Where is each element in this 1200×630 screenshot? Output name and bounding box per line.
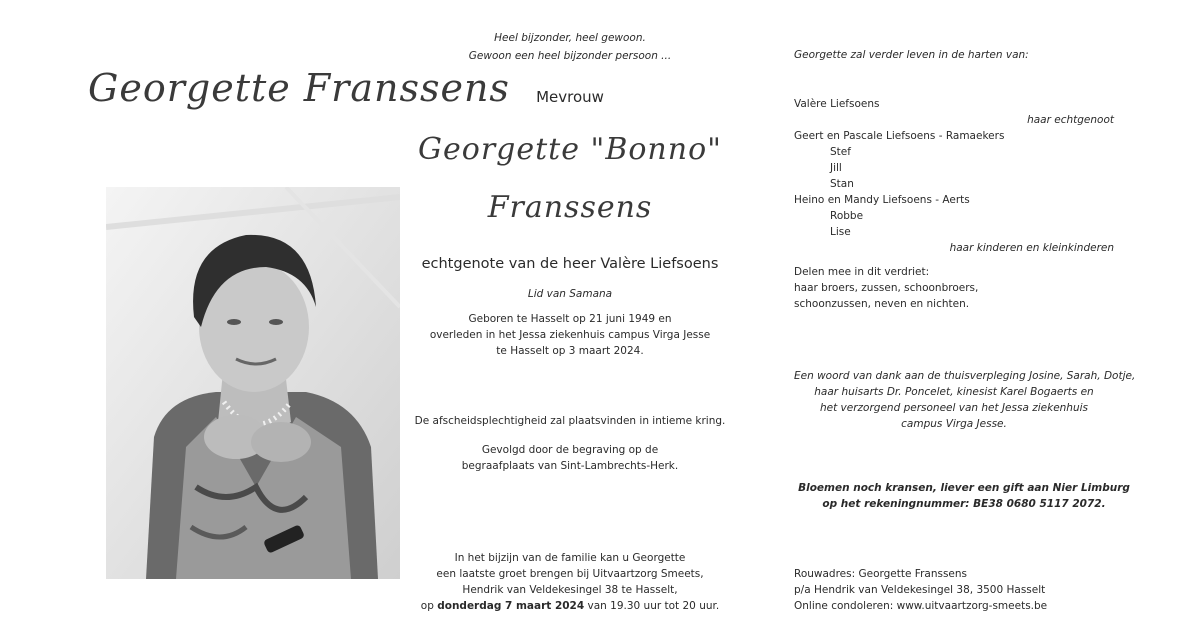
online-condolences: Online condoleren: www.uitvaartzorg-smeets.be	[794, 600, 1048, 612]
visitation-line-2: een laatste groet brengen bij Uitvaartzorg Smeets,	[436, 568, 704, 580]
share-line-1: Delen mee in dit verdriet:	[794, 266, 930, 278]
birth-death-line-1: Geboren te Hasselt op 21 juni 1949 en	[468, 313, 672, 325]
spouse-name: Valère Liefsoens	[794, 98, 880, 110]
grandchild-stef: Stef	[830, 146, 851, 158]
spouse-line: echtgenote van de heer Valère Liefsoens	[421, 256, 719, 272]
grandchild-lise: Lise	[830, 226, 851, 238]
membership: Lid van Samana	[527, 288, 613, 300]
spouse-role: haar echtgenoot	[1027, 114, 1114, 126]
motto-line-2: Gewoon een heel bijzonder persoon ...	[468, 50, 672, 62]
flowers-line-2: op het rekeningnummer: BE38 0680 5117 2072.	[822, 498, 1106, 510]
thanks-line-1: Een woord van dank aan de thuisverpleging Josine, Sarah, Dotje,	[794, 370, 1136, 382]
motto-line-1: Heel bijzonder, heel gewoon.	[494, 32, 646, 44]
title: Mevrouw	[536, 88, 604, 106]
burial-line-2: begraafplaats van Sint-Lambrechts-Herk.	[461, 460, 679, 472]
visitation-line-1: In het bijzijn van de familie kan u Georgette	[454, 552, 686, 564]
flowers-line-1: Bloemen noch kransen, liever een gift aan Nier Limburg	[798, 482, 1130, 494]
farewell-ceremony: De afscheidsplechtigheid zal plaatsvinden in intieme kring.	[414, 415, 726, 427]
birth-death-line-3: te Hasselt op 3 maart 2024.	[496, 345, 644, 357]
grandchild-stan: Stan	[830, 178, 854, 190]
thanks-line-3: het verzorgend personeel van het Jessa ziekenhuis	[819, 402, 1089, 414]
portrait-photo	[106, 187, 400, 579]
grandchild-robbe: Robbe	[830, 210, 864, 222]
visitation-line-3: Hendrik van Veldekesingel 38 te Hasselt,	[462, 584, 678, 596]
address-line-2: p/a Hendrik van Veldekesingel 38, 3500 Hasselt	[794, 584, 1046, 596]
family-1: Geert en Pascale Liefsoens - Ramaekers	[794, 130, 1005, 142]
thanks-line-4: campus Virga Jesse.	[901, 418, 1007, 430]
deceased-last-name: Franssens	[487, 190, 653, 225]
cover-name: Georgette Franssens	[88, 66, 510, 110]
thanks-line-2: haar huisarts Dr. Poncelet, kinesist Karel Bogaerts en	[814, 386, 1094, 398]
birth-death-line-2: overleden in het Jessa ziekenhuis campus Virga Jesse	[429, 329, 711, 341]
visitation-line-4	[410, 598, 730, 614]
children-role: haar kinderen en kleinkinderen	[949, 242, 1114, 254]
visitation-prefix: op	[420, 600, 438, 612]
family-intro: Georgette zal verder leven in de harten van:	[794, 49, 1029, 61]
family-2: Heino en Mandy Liefsoens - Aerts	[794, 194, 970, 206]
visitation-suffix: van 19.30 uur tot 20 uur.	[584, 600, 720, 612]
burial-line-1: Gevolgd door de begraving op de	[481, 444, 659, 456]
grandchild-jill: Jill	[830, 162, 842, 174]
visitation-date: donderdag 7 maart 2024	[437, 600, 585, 612]
deceased-first-name: Georgette "Bonno"	[418, 132, 722, 167]
share-line-3: schoonzussen, neven en nichten.	[794, 298, 970, 310]
portrait-illustration	[106, 187, 400, 579]
share-line-2: haar broers, zussen, schoonbroers,	[794, 282, 979, 294]
address-line-1: Rouwadres: Georgette Franssens	[794, 568, 967, 580]
